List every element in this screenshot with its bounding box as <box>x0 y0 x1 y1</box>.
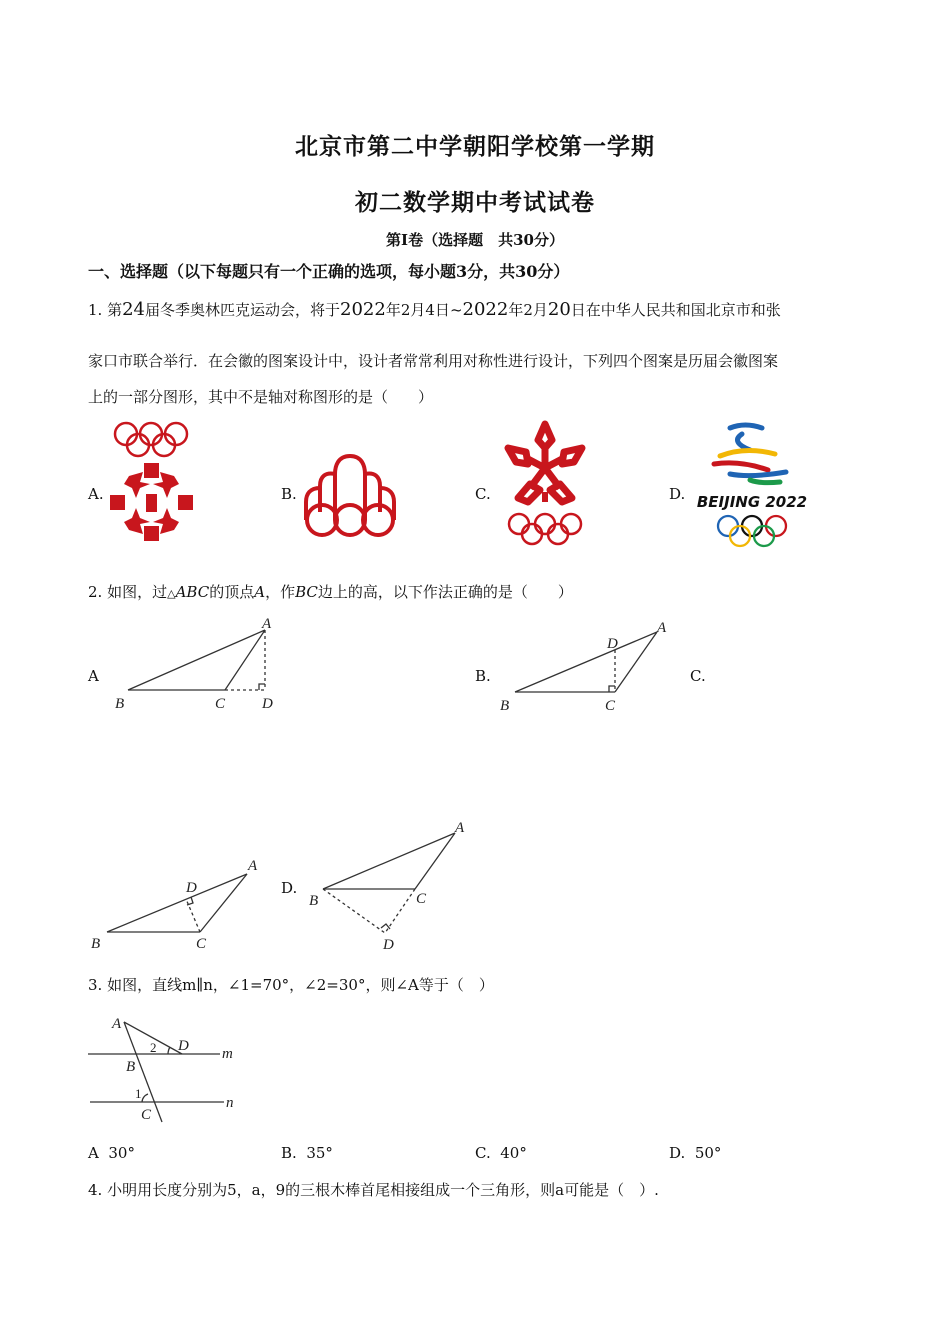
q2-text: 如图，过 <box>107 583 168 601</box>
q3-text: 如图，直线m∥n，∠1=70°，∠2=30°，则∠A等于（ ） <box>107 976 494 994</box>
label-d: D <box>607 636 618 652</box>
label-a: A <box>248 858 258 874</box>
label-c: C <box>196 936 207 952</box>
q2-bc: BC <box>295 583 318 601</box>
olympic-rings-icon <box>718 516 786 546</box>
q2-text: 的顶点 <box>209 583 255 601</box>
q1-option-d[interactable]: D. <box>669 485 686 503</box>
page-title-line1: 北京市第二中学朝阳学校第一学期 <box>295 133 655 160</box>
q1-option-c[interactable]: C. <box>475 485 491 503</box>
label-d: D <box>186 880 197 896</box>
option-value: 40° <box>500 1144 527 1162</box>
q1-year2: 2022 <box>462 299 509 320</box>
snowflake-icon <box>110 463 193 541</box>
extension-line <box>385 889 415 933</box>
option-letter: B. <box>281 1144 297 1162</box>
label-b: B <box>500 698 510 714</box>
q2-figure-b <box>495 612 685 722</box>
angle-1-arc <box>142 1094 148 1102</box>
label-a: A <box>455 820 465 836</box>
volume-heading: 第I卷（选择题 共30分） <box>386 231 564 249</box>
label-d: D <box>178 1038 189 1054</box>
triangle-icon: △ <box>167 587 176 600</box>
q1-text: 第 <box>107 301 123 319</box>
q2-abc: ABC <box>175 583 210 601</box>
olympic-rings-icon <box>509 514 581 544</box>
q3-option-b[interactable] <box>281 1144 333 1162</box>
q2-option-c[interactable]: C. <box>690 667 706 685</box>
label-angle-1: 1 <box>135 1086 142 1101</box>
section-heading: 一、选择题（以下每题只有一个正确的选项，每小题3分，共30分） <box>88 262 570 281</box>
option-letter: A <box>88 1144 99 1162</box>
label-a: A <box>657 620 667 636</box>
label-c: C <box>215 696 226 712</box>
option-value: 35° <box>306 1144 333 1162</box>
q3-line1 <box>88 975 494 995</box>
label-n: n <box>226 1095 234 1111</box>
q2-figure-c <box>85 848 275 953</box>
q1-num24: 24 <box>122 299 146 320</box>
label-d: D <box>262 696 273 712</box>
q1-line3: 上的一部分图形，其中不是轴对称图形的是（ ） <box>88 388 434 406</box>
q3-number: 3. <box>88 976 103 994</box>
logo-a-image <box>104 418 199 548</box>
beijing-2022-text: BEIJING 2022 <box>696 493 808 511</box>
q1-option-a[interactable]: A. <box>88 485 104 503</box>
montreal-logo-icon <box>306 456 394 535</box>
q4-text: 小明用长度分别为5，a，9的三根木棒首尾相接组成一个三角形，则a可能是（ ）. <box>107 1181 659 1199</box>
label-b: B <box>126 1059 136 1075</box>
q2-option-b[interactable]: B. <box>475 667 491 685</box>
label-b: B <box>309 893 319 909</box>
logo-c-image <box>498 418 593 548</box>
angle-2-arc <box>168 1047 170 1054</box>
label-c: C <box>141 1107 152 1123</box>
logo-b-image <box>300 450 400 545</box>
q4-number: 4. <box>88 1181 103 1199</box>
maple-snowflake-icon <box>508 424 582 502</box>
option-value: 30° <box>108 1144 135 1162</box>
option-letter: D. <box>669 1144 686 1162</box>
q3-option-c[interactable] <box>475 1144 527 1162</box>
label-b: B <box>115 696 125 712</box>
q1-tilde: ~ <box>449 301 463 319</box>
q1-year1: 2022 <box>340 299 386 320</box>
q2-a: A <box>254 583 266 601</box>
q2-text: 边上的高，以下作法正确的是（ ） <box>317 583 573 601</box>
q2-number: 2. <box>88 583 103 601</box>
q1-option-b[interactable]: B. <box>281 485 297 503</box>
q3-option-a[interactable] <box>88 1144 135 1162</box>
q2-figure-a <box>110 612 290 717</box>
side-ca <box>200 874 247 932</box>
q2-figure-d <box>305 815 480 955</box>
side-ab <box>107 874 247 932</box>
label-a: A <box>262 616 272 632</box>
q3-option-d[interactable] <box>669 1144 721 1162</box>
label-b: B <box>91 936 101 952</box>
right-angle-mark <box>381 924 390 929</box>
q3-figure <box>84 1010 244 1125</box>
q1-text: 年2月 <box>508 301 548 319</box>
q2-option-a[interactable]: A <box>88 667 99 685</box>
q2-line1 <box>88 582 573 604</box>
page-title-line2: 初二数学期中考试试卷 <box>355 189 595 216</box>
label-m: m <box>222 1046 233 1062</box>
beijing-emblem-icon <box>714 425 786 483</box>
option-letter: C. <box>475 1144 491 1162</box>
q1-line1 <box>88 300 781 320</box>
q1-number: 1. <box>88 301 103 319</box>
q1-text: 届冬季奥林匹克运动会，将于 <box>145 301 341 319</box>
right-angle-mark <box>609 686 615 692</box>
q1-text: 年2月4日 <box>385 301 450 319</box>
label-c: C <box>605 698 616 714</box>
altitude-line <box>323 889 385 933</box>
q1-line2: 家口市联合举行．在会徽的图案设计中，设计者常常利用对称性进行设计，下列四个图案是历届会徽图案 <box>88 352 779 370</box>
label-d: D <box>383 937 394 953</box>
label-c: C <box>416 891 427 907</box>
q1-text: 日在中华人民共和国北京市和张 <box>570 301 781 319</box>
q2-option-d[interactable]: D. <box>281 879 298 897</box>
right-angle-mark <box>259 684 265 690</box>
olympic-rings-icon <box>115 423 187 456</box>
q1-num20: 20 <box>547 299 571 320</box>
label-a: A <box>112 1016 122 1032</box>
label-angle-2: 2 <box>150 1040 157 1055</box>
logo-d-image <box>690 420 815 548</box>
q4-line1 <box>88 1180 659 1200</box>
q2-text: ，作 <box>265 583 296 601</box>
option-value: 50° <box>694 1144 722 1162</box>
